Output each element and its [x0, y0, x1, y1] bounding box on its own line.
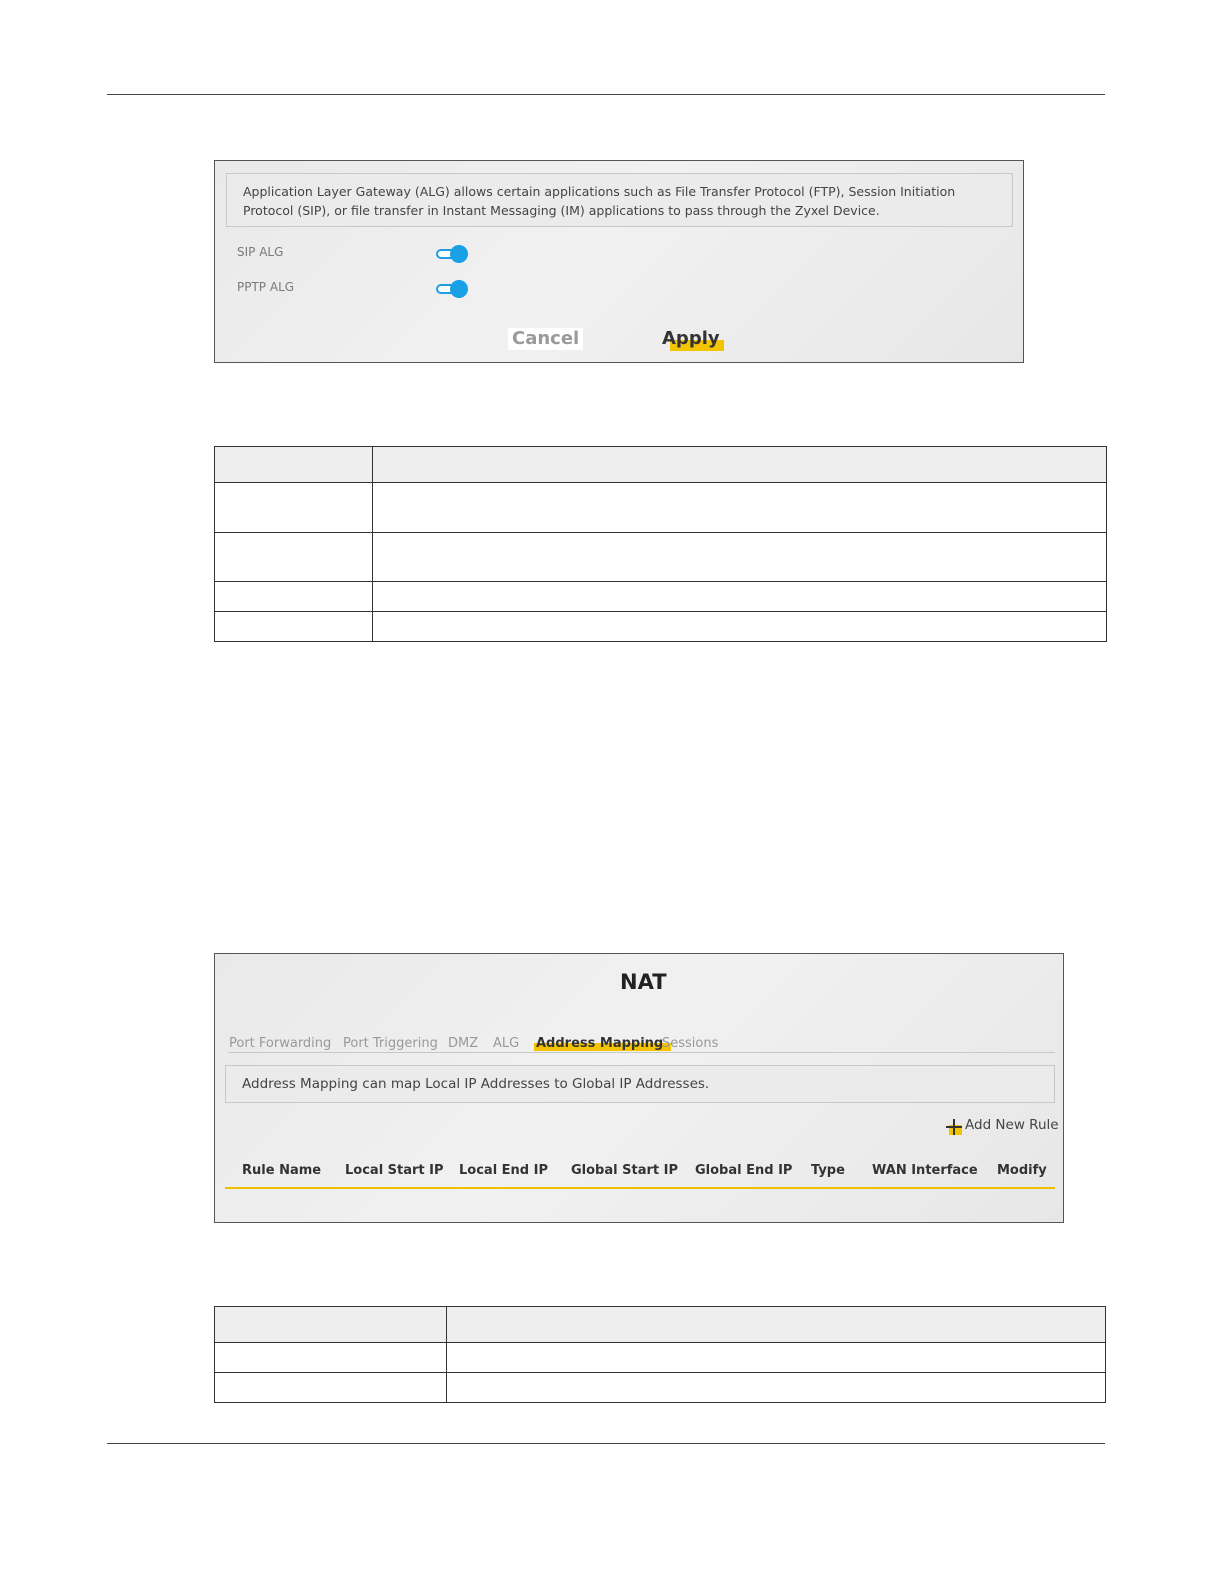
alg-field-table — [214, 446, 1107, 642]
sip-alg-label: SIP ALG — [237, 245, 284, 259]
cancel-button[interactable]: Cancel — [508, 328, 583, 350]
table-row — [215, 1373, 1106, 1403]
address-mapping-description: Address Mapping can map Local IP Addresses to Global IP Addresses. — [242, 1076, 710, 1092]
table-header-cell — [447, 1307, 1106, 1343]
alg-description-box — [226, 173, 1013, 227]
column-header-wan-interface: WAN Interface — [872, 1163, 978, 1178]
tab-alg[interactable]: ALG — [493, 1036, 520, 1051]
table-row — [215, 483, 1107, 533]
tab-address-mapping[interactable]: Address Mapping — [536, 1036, 663, 1052]
column-header-modify: Modify — [997, 1163, 1047, 1178]
page-top-rule — [107, 94, 1105, 95]
page-bottom-rule — [107, 1443, 1105, 1444]
nat-screenshot — [214, 953, 1064, 1223]
table-header-cell — [215, 447, 373, 483]
tab-sessions[interactable]: Sessions — [662, 1036, 719, 1051]
sip-alg-toggle[interactable] — [436, 245, 468, 263]
apply-label: Apply — [662, 328, 720, 349]
table-header-underline — [225, 1187, 1055, 1189]
address-mapping-description-box — [225, 1065, 1055, 1103]
table-row — [215, 1343, 1106, 1373]
column-header-local-end-ip: Local End IP — [459, 1163, 549, 1178]
add-icon[interactable] — [946, 1119, 962, 1135]
nat-tab-bar — [228, 1036, 1055, 1053]
pptp-alg-label: PPTP ALG — [237, 280, 295, 294]
column-header-local-start-ip: Local Start IP — [345, 1163, 444, 1178]
table-row — [215, 582, 1107, 612]
alg-description: Application Layer Gateway (ALG) allows certain applications such as File Transfer Protocol (FTP), Session Initiation Protocol (SIP), or file transfer in Instant Messaging (IM) applications to pass through the Zyxel Device. — [243, 184, 956, 218]
table-row — [215, 533, 1107, 582]
table-header-cell — [373, 447, 1107, 483]
column-header-global-start-ip: Global Start IP — [571, 1163, 678, 1178]
column-header-global-end-ip: Global End IP — [695, 1163, 793, 1178]
table-header-cell — [215, 1307, 447, 1343]
column-header-type: Type — [811, 1163, 845, 1178]
page-title: NAT — [620, 970, 667, 994]
column-header-rule-name: Rule Name — [242, 1163, 322, 1178]
alg-screenshot — [214, 160, 1024, 363]
tab-port-forwarding[interactable]: Port Forwarding — [229, 1036, 332, 1051]
address-mapping-field-table — [214, 1306, 1106, 1403]
table-row — [215, 612, 1107, 642]
tab-port-triggering[interactable]: Port Triggering — [343, 1036, 438, 1051]
tab-dmz[interactable]: DMZ — [448, 1036, 479, 1051]
add-new-rule-button[interactable]: Add New Rule — [965, 1117, 1059, 1133]
apply-button[interactable] — [662, 328, 720, 350]
pptp-alg-toggle[interactable] — [436, 280, 468, 298]
